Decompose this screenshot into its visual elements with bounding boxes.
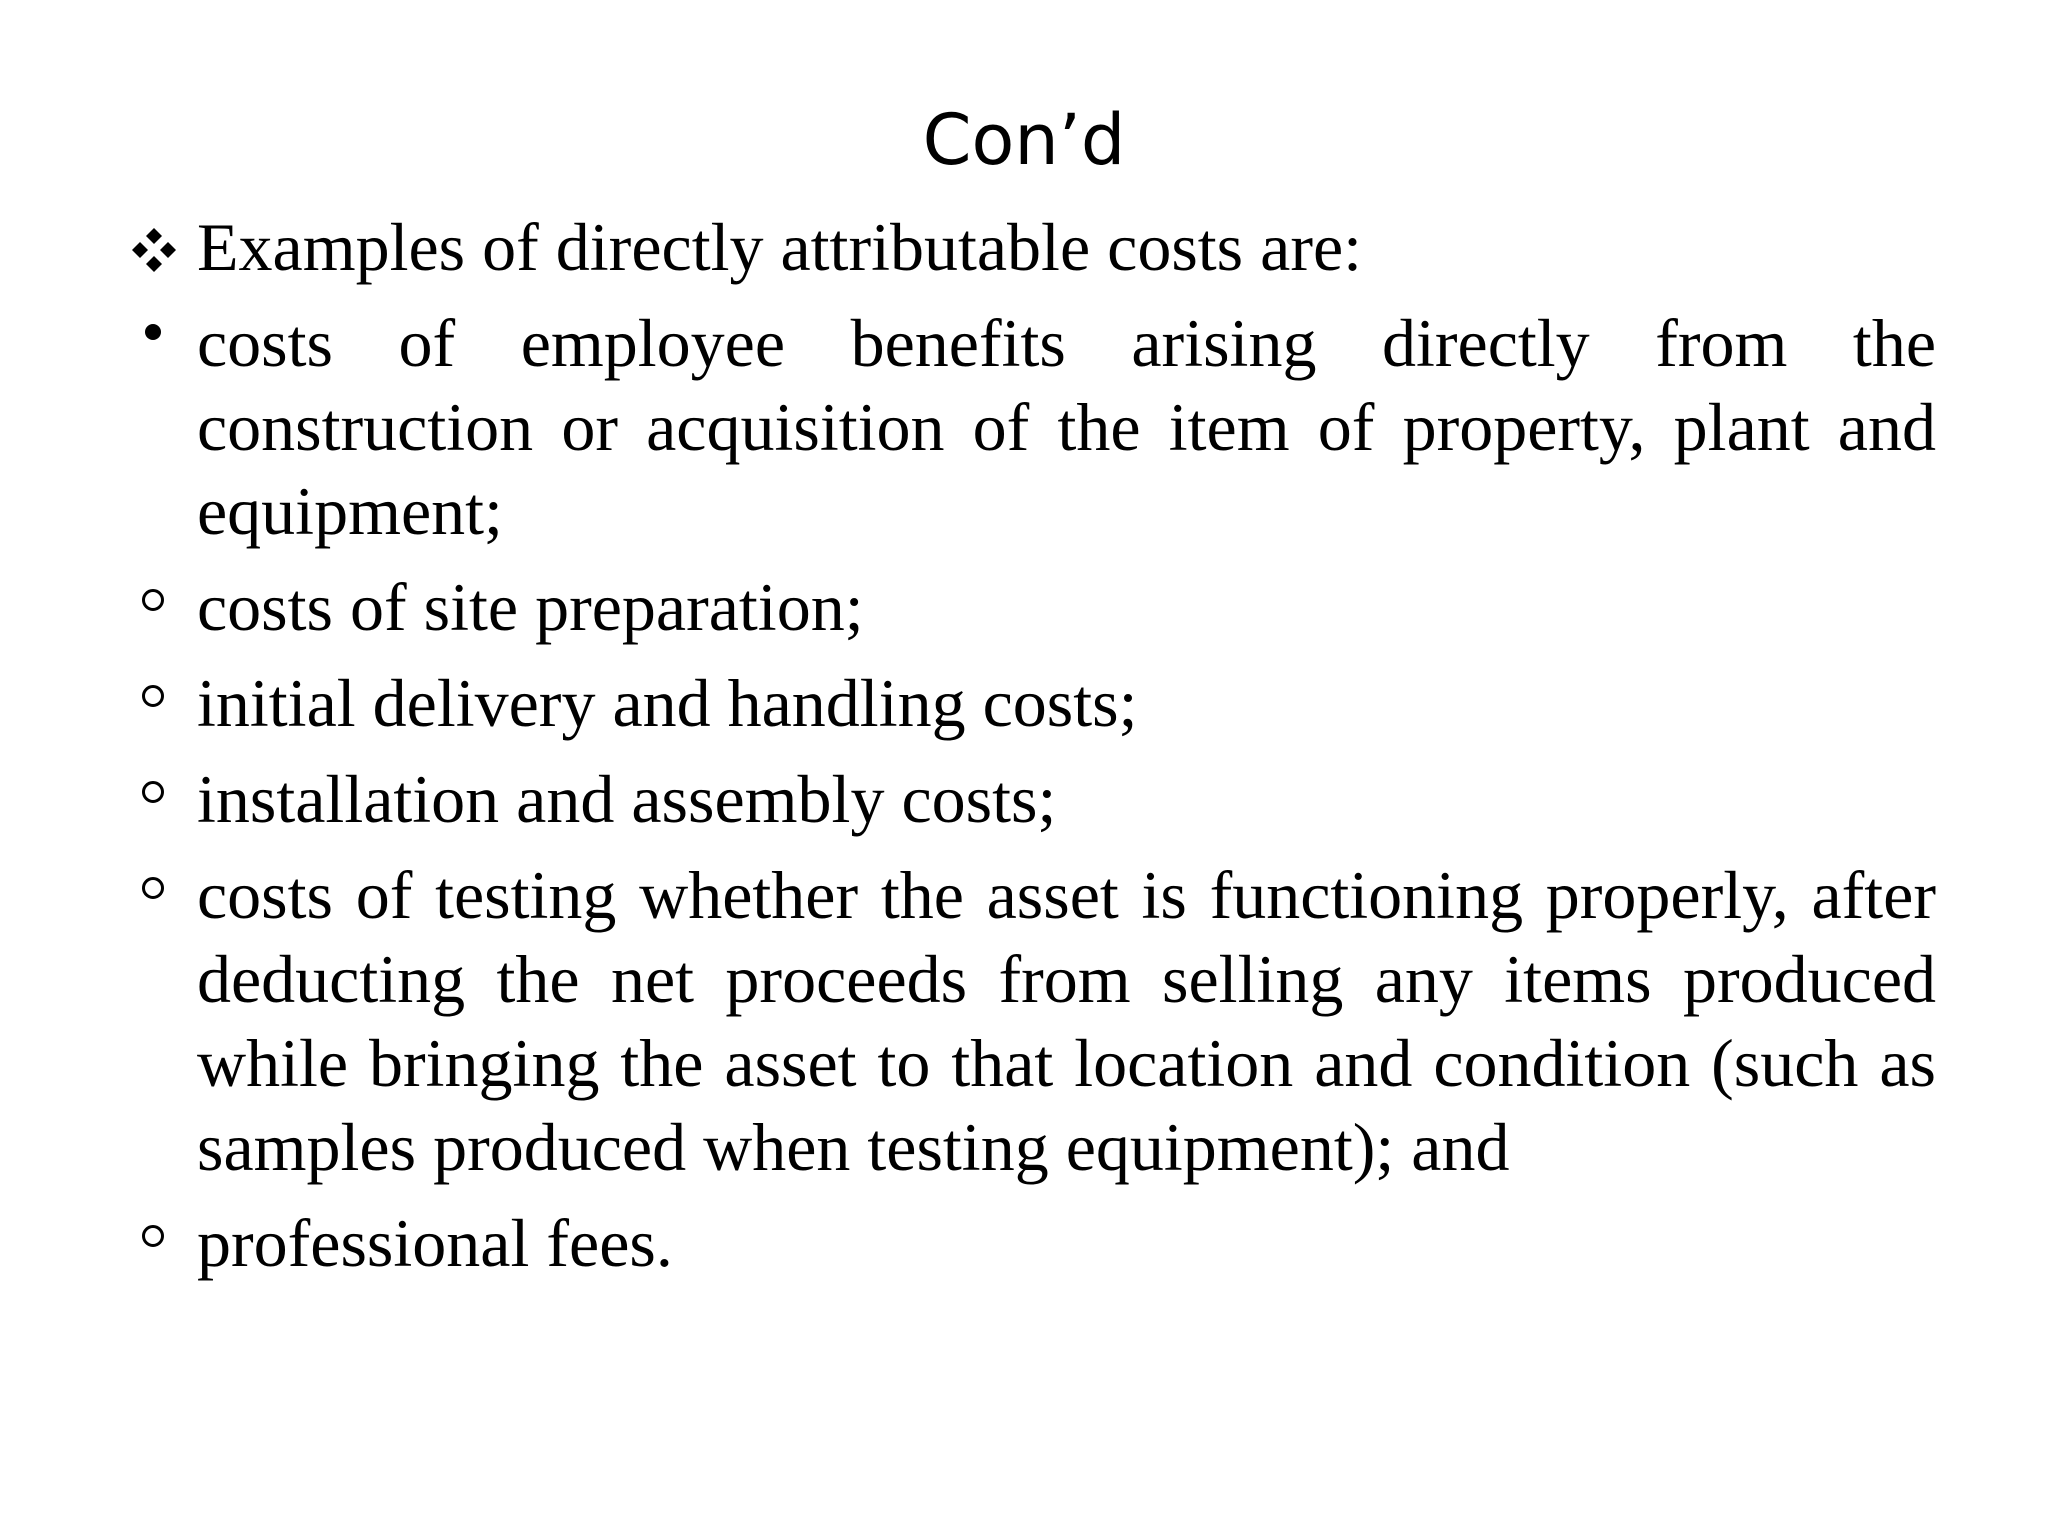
- list-item-text: costs of testing whether the asset is functioning properly, after deducting the net proceeds from selling any items produced while bringing the asset to that location and condition (such as samples produced when testing equipment); and: [197, 857, 1936, 1185]
- list-item: [128, 565, 1936, 649]
- hollow-circle-icon: [128, 757, 178, 841]
- list-item: [128, 661, 1936, 745]
- four-diamonds-icon: [128, 207, 180, 251]
- intro-bullet-item: [128, 205, 1936, 289]
- list-item-text: installation and assembly costs;: [197, 761, 1057, 837]
- list-item-text: costs of employee benefits arising directly from the construction or acquisition of the item of property, plant and equipment;: [197, 305, 1936, 549]
- hollow-circle-icon: [128, 661, 178, 745]
- filled-dot-icon: [128, 301, 178, 385]
- list-item: [128, 1201, 1936, 1285]
- list-item: [128, 853, 1936, 1189]
- list-item: [128, 757, 1936, 841]
- list-item-text: costs of site preparation;: [197, 569, 864, 645]
- intro-text: Examples of directly attributable costs are:: [197, 209, 1363, 285]
- list-item-text: professional fees.: [197, 1205, 673, 1281]
- slide-content: [128, 205, 1936, 1297]
- list-item: [128, 301, 1936, 553]
- slide-title: Con’d: [922, 99, 1126, 181]
- hollow-circle-icon: [128, 853, 178, 937]
- hollow-circle-icon: [128, 1201, 178, 1285]
- hollow-circle-icon: [128, 565, 178, 649]
- list-item-text: initial delivery and handling costs;: [197, 665, 1138, 741]
